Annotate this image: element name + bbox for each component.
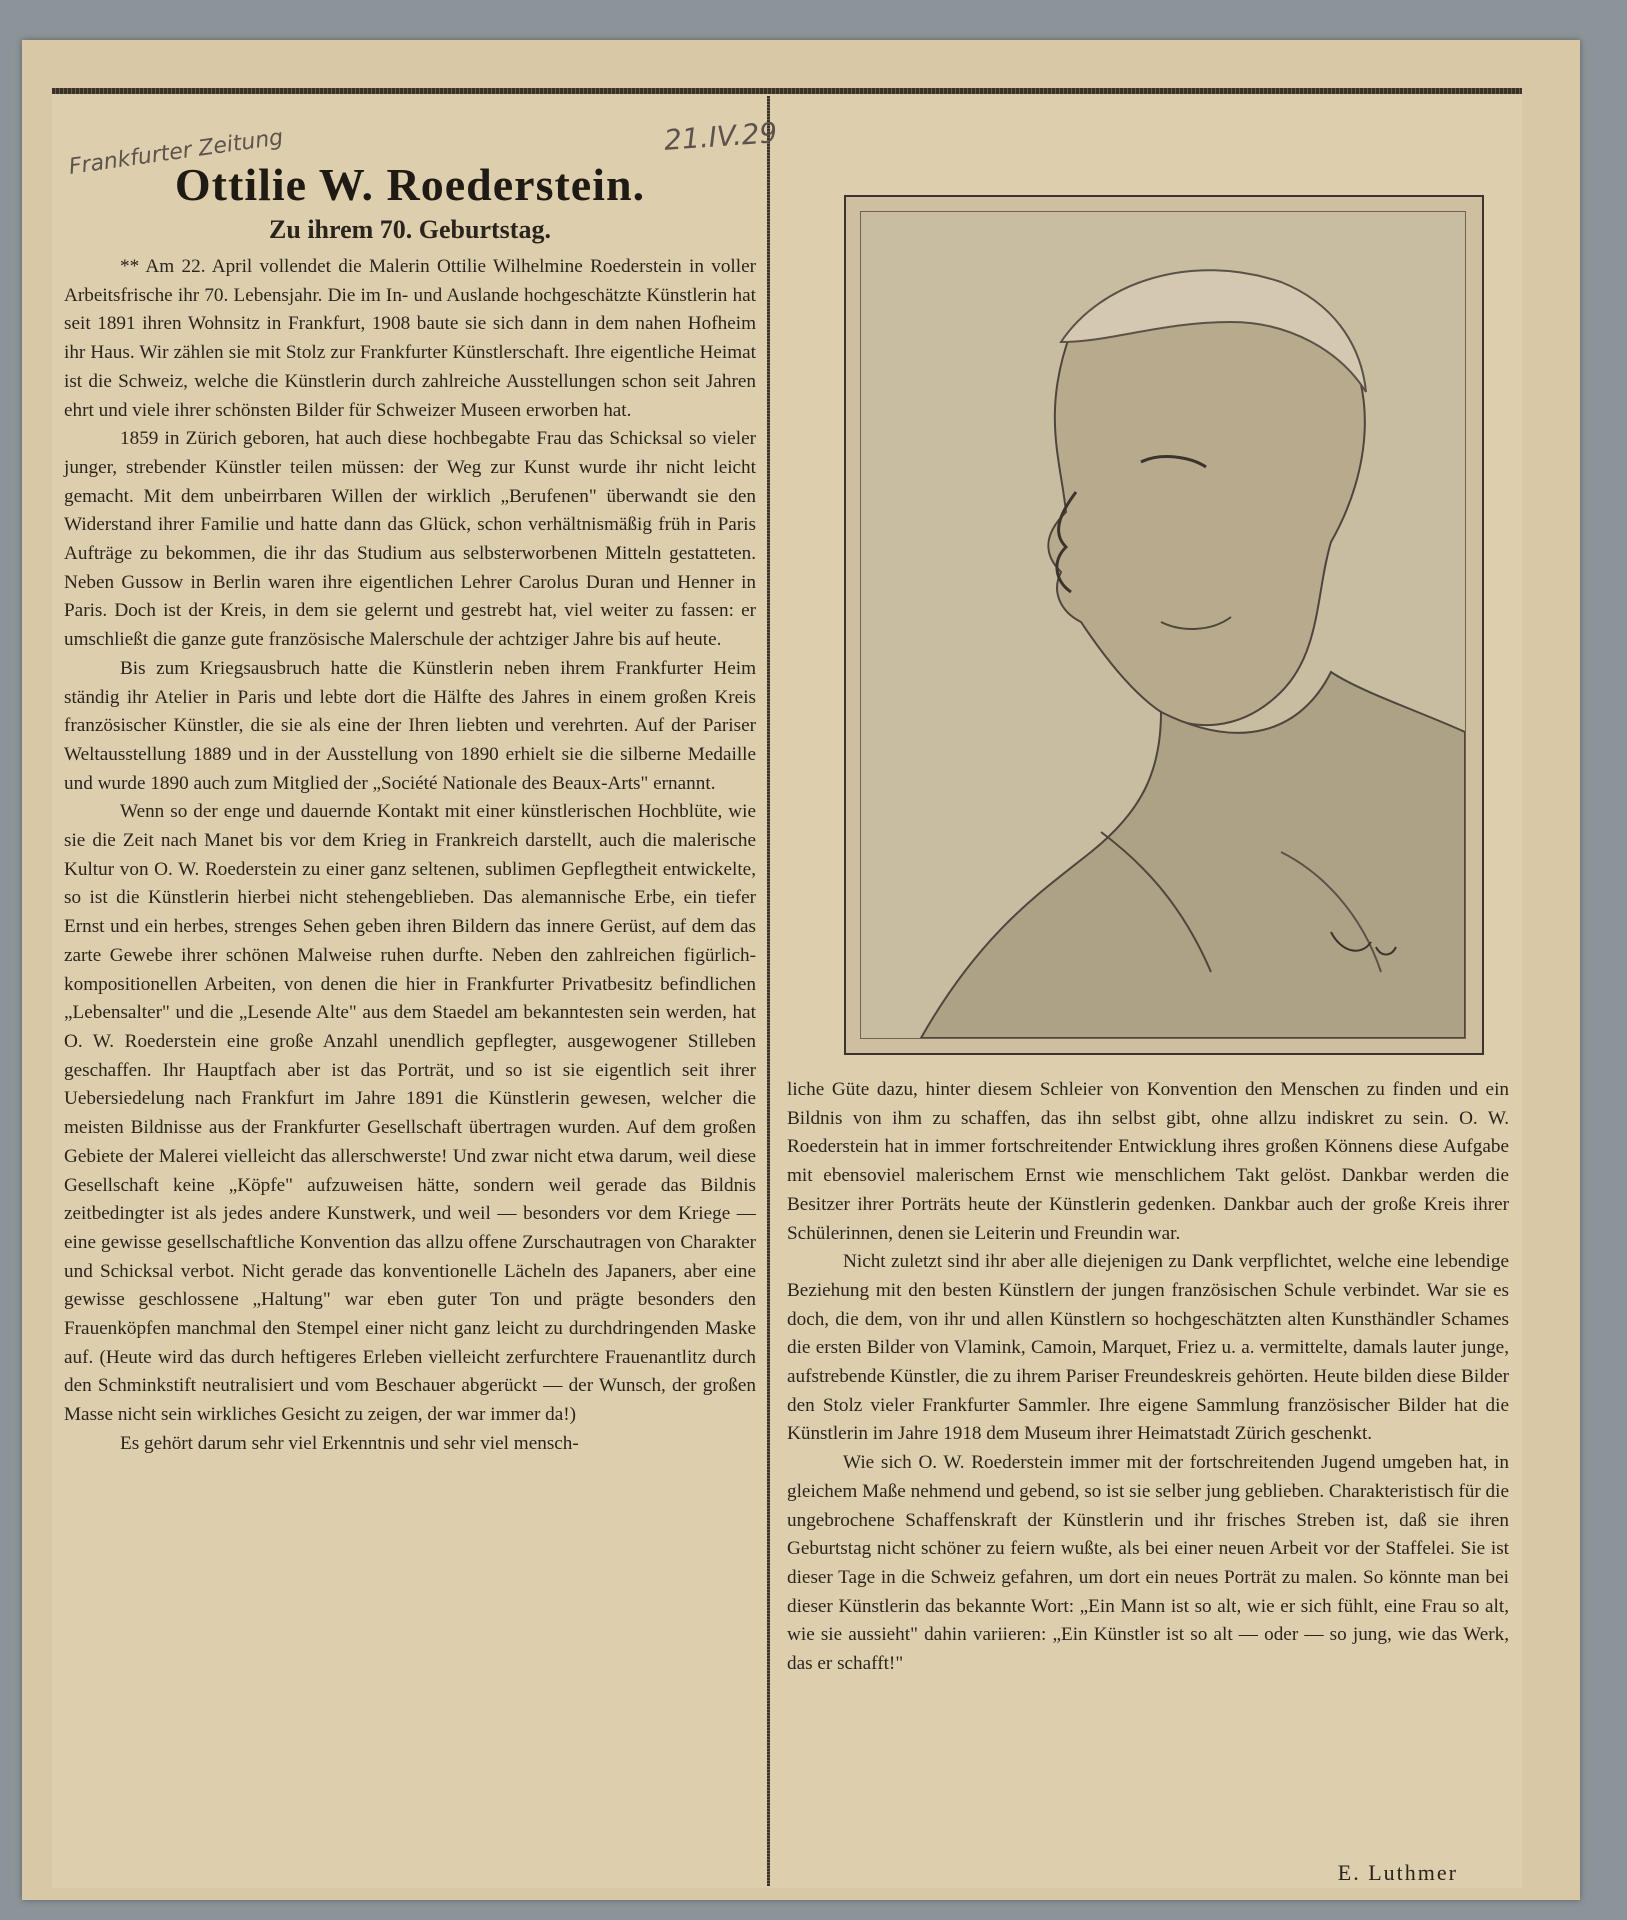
handwritten-note: Frankfurter Zeitung xyxy=(67,125,285,180)
author-signature: E. Luthmer xyxy=(1337,1860,1458,1885)
newspaper-clipping xyxy=(52,88,1522,1888)
paragraph-youth: Wie sich O. W. Roederstein immer mit der fortschreitenden Jugend umgeben hat, in gleichem Maße nehmend und gebend, so ist sie selber jung geblieben. Charakteristisch für die ungebrochene Schaffenskraft der Künstlerin und ihr frisches Streben ist, daß sie ihren Geburtstag nicht schöner zu feiern wußte, als bei einer neuen Arbeit vor der Staffelei. Sie ist dieser Tage in die Schweiz gefahren, um dort ein neues Porträt zu malen. So könnte man bei dieser Künstlerin das bekannte Wort: „Ein Mann ist so alt, wie er sich fühlt, eine Frau so alt, wie sie aussieht" dahin variieren: „Ein Künstler ist so alt — oder — so jung, wie das Werk, das er schafft!" xyxy=(787,1452,1509,1675)
column-divider xyxy=(767,96,770,1886)
portrait-frame xyxy=(844,195,1484,1055)
mount-sheet xyxy=(22,40,1580,1900)
handwritten-date: 21.IV.29 xyxy=(662,116,779,157)
paragraph-intro: ** Am 22. April vollendet die Malerin Ottilie Wilhelmine Roederstein in voller Arbeitsfrische ihr 70. Lebensjahr. Die im In- und Auslande hochgeschätzte Künstlerin hat seit 1891 ihren Wohnsitz in Frankfurt, 1908 baute sie sich dann in dem nahen Hofheim ihr Haus. Wir zählen sie mit Stolz zur Frankfurter Künstlerschaft. Ihre eigentliche Heimat ist die Schweiz, welche die Künstlerin durch zahlreiche Ausstellungen schon seit Jahren ehrt und viele ihrer schönsten Bilder für Schweizer Museen erworben hat. xyxy=(64,256,756,421)
paragraph-early-life: 1859 in Zürich geboren, hat auch diese hochbegabte Frau das Schicksal so vieler junger, strebender Künstler teilen müssen: der Weg zur Kunst wurde ihr nicht leicht gemacht. Mit dem unbeirrbaren Willen der wirklich „Berufenen" überwandt sie den Widerstand ihrer Familie und hatte dann das Glück, schon verhältnismäßig früh in Paris Aufträge zu bekommen, die ihr das Studium aus selbsterworbenen Mitteln gestatteten. Neben Gussow in Berlin waren ihre eigentlichen Lehrer Carolus Duran und Henner in Paris. Doch ist der Kreis, in dem sie gelernt und gestrebt hat, viel weiter zu fassen: er umschließt die ganze gute französische Malerschule der achtziger Jahre bis auf heute. xyxy=(64,428,756,651)
portrait-sketch xyxy=(861,212,1465,1038)
left-column xyxy=(64,116,779,1459)
right-text xyxy=(787,1076,1509,1679)
paragraph-kindness: liche Güte dazu, hinter diesem Schleier von Konvention den Menschen zu finden und ein Bildnis von ihm zu schaffen, das ihn selbst gibt, ohne allzu indiskret zu sein. O. W. Roederstein hat in immer fortschreitender Entwicklung ihres großen Könnens diese Aufgabe mit ebensoviel malerischem Ernst wie menschlichem Takt gelöst. Dankbar werden die Besitzer ihrer Porträts heute der Künstlerin gedenken. Dankbar auch der große Kreis ihrer Schülerinnen, denen sie Leiterin und Freundin war. xyxy=(787,1079,1509,1244)
top-rule xyxy=(52,88,1522,94)
article-title: Ottilie W. Roederstein. xyxy=(174,159,646,210)
portrait-drawing xyxy=(860,211,1466,1039)
paragraph-paris: Bis zum Kriegsausbruch hatte die Künstlerin neben ihrem Frankfurter Heim ständig ihr Atelier in Paris und lebte dort die Hälfte des Jahres in einem großen Kreis französischer Künstler, die sie als eine der Ihren liebten und verehrten. Auf der Pariser Weltausstellung 1889 und in der Ausstellung von 1890 erhielt sie die silberne Medaille und wurde 1890 auch zum Mitglied der „Société Nationale des Beaux-Arts" ernannt. xyxy=(64,657,756,794)
article-subtitle: Zu ihrem 70. Geburtstag. xyxy=(269,215,551,244)
paragraph-portraits: Wenn so der enge und dauernde Kontakt mit einer künstlerischen Hochblüte, wie sie die Zeit nach Manet bis vor dem Krieg in Frankreich darstellt, auch die malerische Kultur von O. W. Roederstein zu einer ganz seltenen, sublimen Gepflegtheit entwickelte, so ist die Künstlerin hierbei nicht stehengeblieben. Das alemannische Erbe, ein tiefer Ernst und ein herbes, strenges Sehen geben ihren Bildern das innere Gerüst, auf dem das zarte Gewebe ihrer schönen Malweise ruhen durfte. Neben den zahlreichen figürlich-kompositionellen Arbeiten, von denen die hier in Frankfurter Privatbesitz befindlichen „Lebensalter" und die „Lesende Alte" aus dem Staedel am bekanntesten sein werden, hat O. W. Roederstein eine große Anzahl unendlich gepflegter, ausgewogener Stilleben geschaffen. Ihr Hauptfach aber ist das Porträt, und so ist sie eigentlich seit ihrer Uebersiedelung nach Frankfurt im Jahre 1891 die Künstlerin gewesen, welcher die meisten Bildnisse aus der Frankfurter Gesellschaft übertragen wurden. Auf dem großen Gebiete der Malerei vielleicht das allerschwerste! Und zwar nicht etwa darum, weil diese Gesellschaft keine „Köpfe" aufzuweisen hätte, sondern weil gerade das Bildnis zeitbedingter ist als jedes andere Kunstwerk, und weil — besonders vor dem Kriege — eine gewisse gesellschaftliche Konvention das allzu offene Zurschautragen von Charakter und Schicksal verbot. Nicht gerade das konventionelle Lächeln des Japaners, aber eine gewisse geschlossene „Haltung" war eben guter Ton und prägte besonders den Frauenköpfen manchmal den Stempel einer nicht ganz leicht zu durchdringenden Maske auf. (Heute wird das durch heftigeres Erleben vielleicht zerfurchtere Frauenantlitz durch den Schminkstift neutralisiert und vom Beschauer abgerückt — der Wunsch, der großen Masse nicht sein wirkliches Gesicht zu zeigen, der war immer da!) xyxy=(64,801,756,1426)
paragraph-continued: Es gehört darum sehr viel Erkenntnis und sehr viel mensch- xyxy=(120,1432,579,1454)
paragraph-french-school: Nicht zuletzt sind ihr aber alle diejenigen zu Dank verpflichtet, welche eine lebendige Beziehung mit den besten Künstlern der jungen französischen Schule verbindet. War sie es doch, die dem, von ihr und allen Künstlern so hochgeschätzten alten Kunsthändler Schames die ersten Bilder von Vlamink, Camoin, Marquet, Friez u. a. vermittelte, damals lauter junge, aufstrebende Künstler, die zu ihrem Pariser Freundeskreis gehörten. Heute bilden diese Bilder den Stolz vieler Frankfurter Sammler. Ihre eigene Sammlung französischer Bilder hat die Künstlerin im Jahre 1918 dem Museum ihrer Heimatstadt Zürich geschenkt. xyxy=(787,1251,1509,1445)
